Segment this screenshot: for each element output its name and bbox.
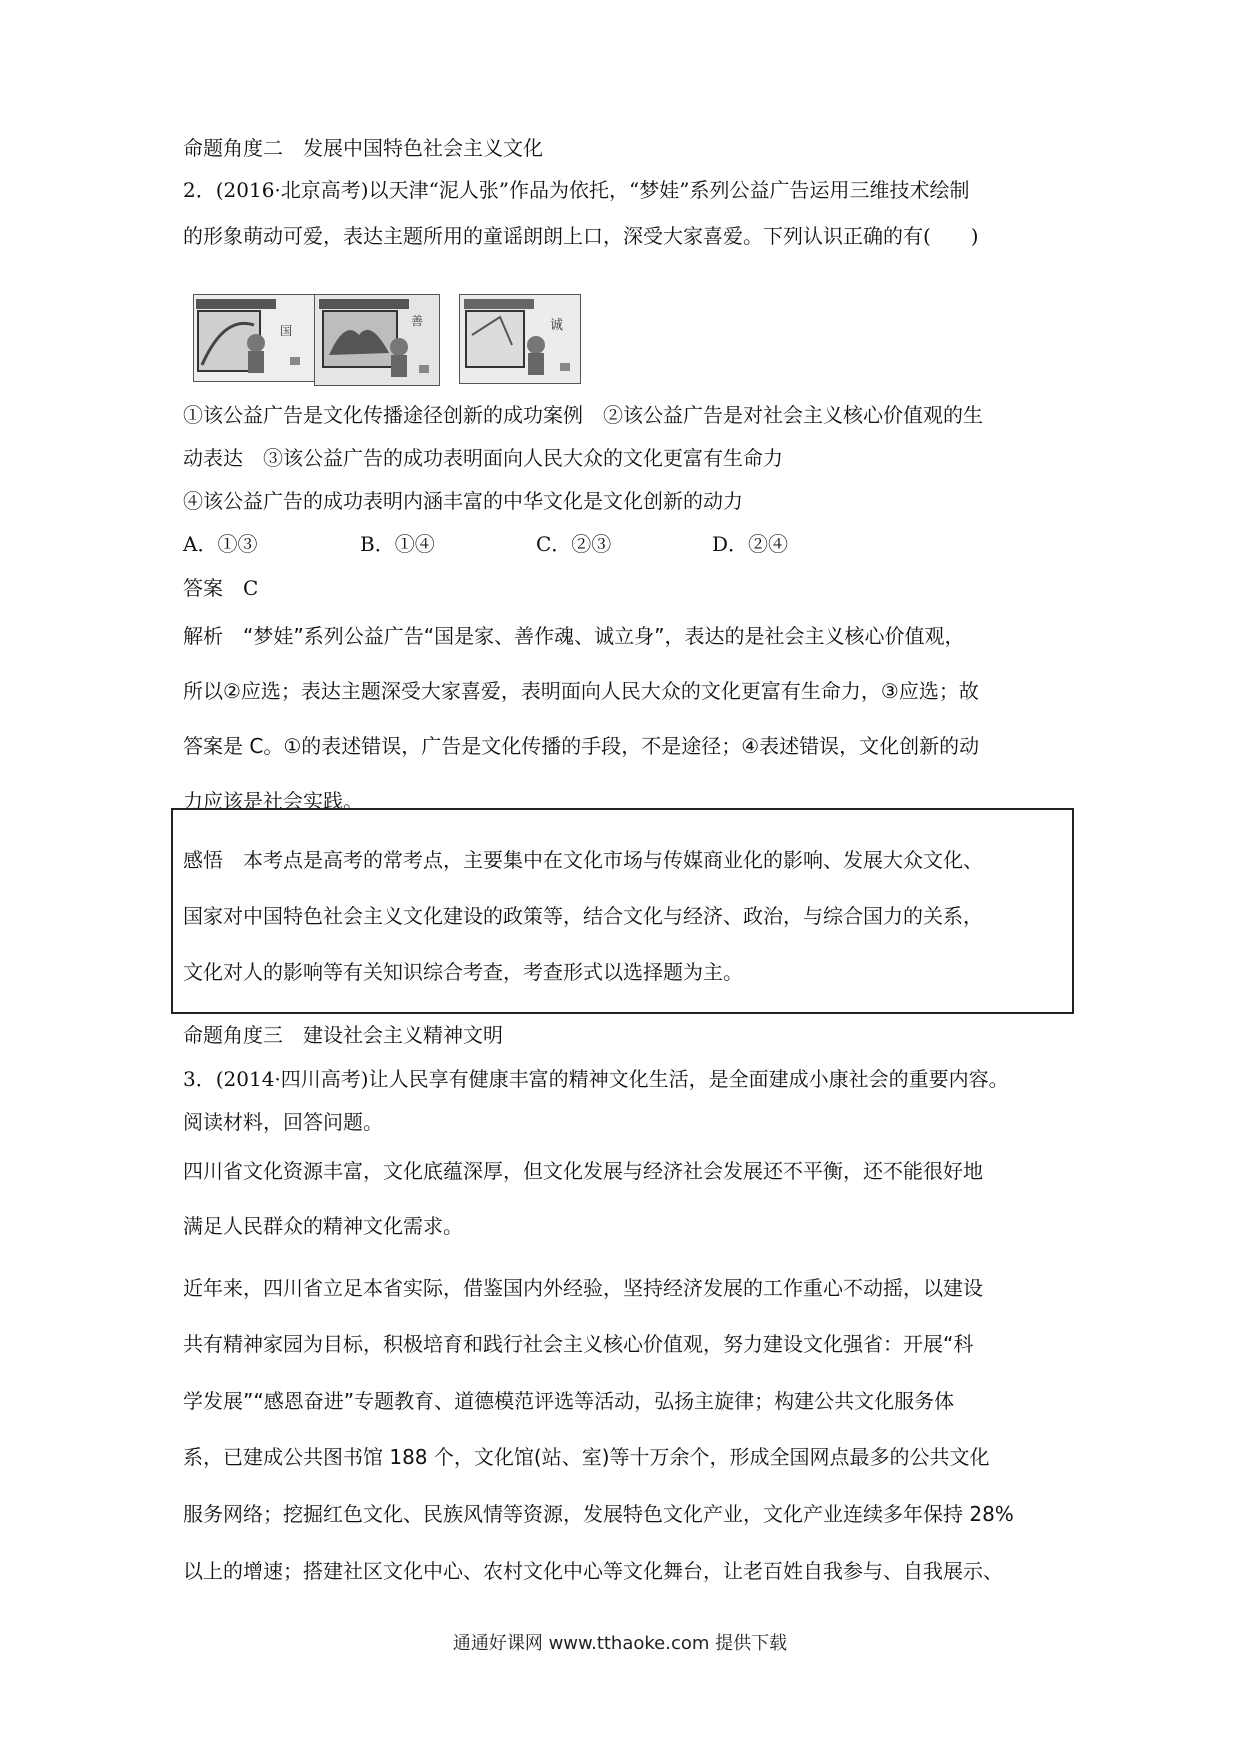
svg-text:国: 国	[280, 324, 293, 338]
q3-material-para2-line1: 近年来，四川省立足本省实际，借鉴国内外经验，坚持经济发展的工作重心不动摇，以建设	[183, 1276, 983, 1300]
poster-guo-image	[193, 294, 315, 382]
q2-stem-line2: 的形象萌动可爱，表达主题所用的童谣朗朗上口，深受大家喜爱。下列认识正确的有( )	[183, 224, 979, 248]
q3-stem-line1: 3．(2014·四川高考)让人民享有健康丰富的精神文化生活，是全面建成小康社会的重要内容。	[183, 1067, 1009, 1091]
q2-option-a: A．①③	[183, 532, 258, 556]
section2-heading: 命题角度二 发展中国特色社会主义文化	[183, 136, 543, 160]
q3-material-para1-line2: 满足人民群众的精神文化需求。	[183, 1214, 463, 1238]
svg-text:善: 善	[411, 314, 424, 328]
page-footer: 通通好课网 www.tthaoke.com 提供下载	[452, 1633, 788, 1654]
q2-statement-line3: ④该公益广告的成功表明内涵丰富的中华文化是文化创新的动力	[183, 489, 743, 513]
svg-text:诚: 诚	[550, 318, 564, 333]
q3-stem-line2: 阅读材料，回答问题。	[183, 1110, 383, 1134]
q2-analysis-line3: 答案是 C。①的表述错误，广告是文化传播的手段，不是途径；④表述错误，文化创新的动	[183, 734, 980, 758]
q3-material-para2-line6: 以上的增速；搭建社区文化中心、农村文化中心等文化舞台，让老百姓自我参与、自我展示、	[183, 1559, 1003, 1583]
q3-material-para2-line4: 系，已建成公共图书馆 188 个，文化馆(站、室)等十万余个，形成全国网点最多的公共文化	[183, 1445, 990, 1469]
poster-cheng-image	[459, 294, 581, 384]
q3-material-para2-line3: 学发展”“感恩奋进”专题教育、道德模范评选等活动，弘扬主旋律；构建公共文化服务体	[183, 1389, 955, 1413]
insight-line1: 感悟 本考点是高考的常考点，主要集中在文化市场与传媒商业化的影响、发展大众文化、	[183, 848, 983, 872]
q2-option-b: B．①④	[360, 532, 435, 556]
insight-line2: 国家对中国特色社会主义文化建设的政策等，结合文化与经济、政治，与综合国力的关系，	[183, 904, 983, 928]
q2-option-d: D．②④	[712, 532, 789, 556]
q2-stem-line1: 2．(2016·北京高考)以天津“泥人张”作品为依托，“梦娃”系列公益广告运用三维技术绘制	[183, 178, 970, 202]
q3-material-para2-line2: 共有精神家园为目标，积极培育和践行社会主义核心价值观，努力建设文化强省：开展“科	[183, 1332, 974, 1356]
q2-statement-line2: 动表达 ③该公益广告的成功表明面向人民大众的文化更富有生命力	[183, 446, 783, 470]
q3-material-para2-line5: 服务网络；挖掘红色文化、民族风情等资源，发展特色文化产业，文化产业连续多年保持 28%	[183, 1502, 1014, 1526]
q2-analysis-line1: 解析 “梦娃”系列公益广告“国是家、善作魂、诚立身”，表达的是社会主义核心价值观，	[183, 624, 965, 648]
q2-option-c: C．②③	[536, 532, 612, 556]
q2-analysis-line4: 力应该是社会实践。	[183, 789, 363, 813]
q2-answer: 答案 C	[183, 576, 259, 600]
q3-material-para1-line1: 四川省文化资源丰富，文化底蕴深厚，但文化发展与经济社会发展还不平衡，还不能很好地	[183, 1159, 983, 1183]
insight-line3: 文化对人的影响等有关知识综合考查，考查形式以选择题为主。	[183, 960, 743, 984]
q2-analysis-line2: 所以②应选；表达主题深受大家喜爱，表明面向人民大众的文化更富有生命力，③应选；故	[183, 679, 979, 703]
q2-statement-line1: ①该公益广告是文化传播途径创新的成功案例 ②该公益广告是对社会主义核心价值观的生	[183, 403, 983, 427]
section3-heading: 命题角度三 建设社会主义精神文明	[183, 1023, 503, 1047]
poster-shan-image	[314, 294, 440, 386]
